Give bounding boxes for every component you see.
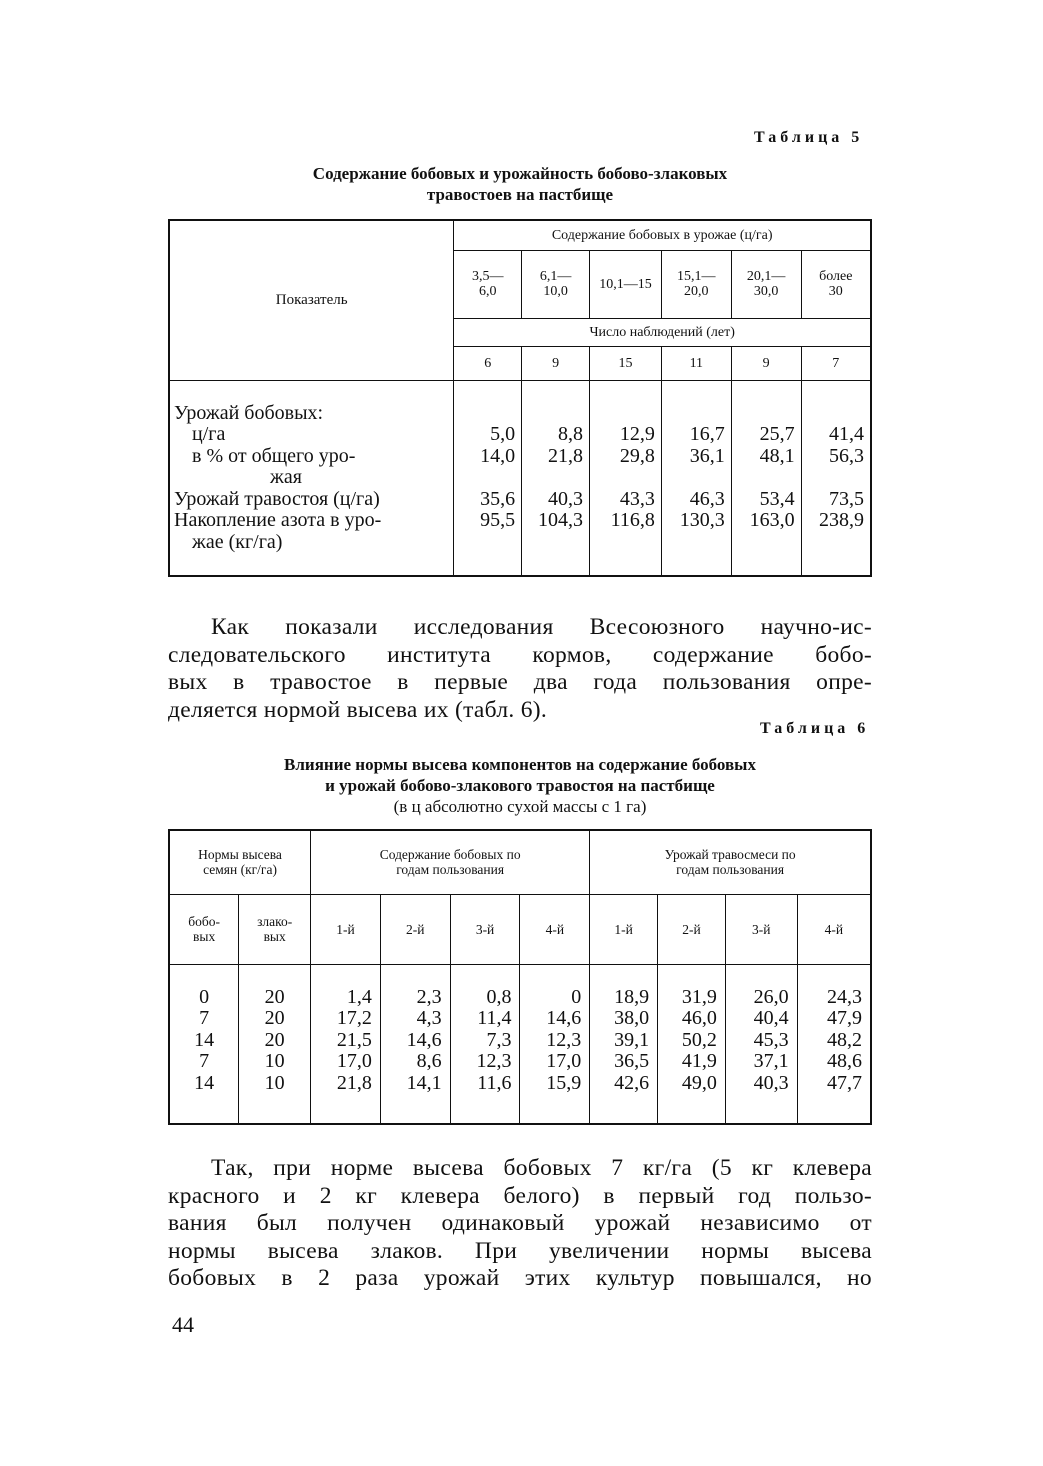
table6-caption-line1: Влияние нормы высева компонентов на содержание бобовых [284, 755, 756, 774]
content-year4-column: 0 14,6 12,3 17,0 15,9 [520, 964, 590, 1124]
legume-content-header: Содержание бобовых по годам пользования [311, 830, 590, 894]
table5-caption-line2: травостоев на пастбище [426, 185, 614, 204]
yield-year2-column: 31,9 46,0 50,2 41,9 49,0 [658, 964, 726, 1124]
table6-label: Таблица 6 [760, 720, 870, 737]
range-header: 6,1— 10,0 [522, 250, 590, 318]
page-number: 44 [172, 1312, 194, 1337]
grasses-column: 20 20 20 10 10 [239, 964, 311, 1124]
table5 [168, 219, 872, 577]
yield-year4-column: 24,3 47,9 48,2 48,6 47,7 [797, 964, 871, 1124]
year-header: 2-й [380, 894, 450, 964]
table6-caption-line2: и урожай бобово-злакового травостоя на пастбище [325, 776, 715, 795]
grasses-header: злако- вых [239, 894, 311, 964]
year-header: 4-й [797, 894, 871, 964]
content-year2-column: 2,3 4,3 14,6 8,6 14,1 [380, 964, 450, 1124]
range-header: 15,1— 20,0 [661, 250, 731, 318]
legumes-column: 0 7 14 7 14 [169, 964, 239, 1124]
mixture-yield-header: Урожай травосмеси по годам пользования [590, 830, 871, 894]
seeding-rates-header: Нормы высева семян (кг/га) [169, 830, 311, 894]
obs-count: 9 [522, 346, 590, 380]
year-header: 1-й [590, 894, 658, 964]
obs-count: 15 [590, 346, 662, 380]
content-year1-column: 1,4 17,2 21,5 17,0 21,8 [311, 964, 381, 1124]
obs-count: 7 [801, 346, 871, 380]
year-header: 4-й [520, 894, 590, 964]
paragraph-2: Так, при норме высева бобовых 7 кг/га (5 кг клевера красного и 2 кг клевера белого) в первый год пользо- вания был получен одинаковый урожай независимо от нормы высева злаков. При увеличении нормы высева бобовых в 2 раза урожай этих культур повышался, но [168, 1155, 872, 1291]
table5-caption [168, 163, 872, 205]
table5-caption-line1: Содержание бобовых и урожайность бобово-злаковых [312, 164, 728, 183]
year-header: 1-й [311, 894, 381, 964]
range-header: 20,1— 30,0 [731, 250, 801, 318]
obs-count: 9 [731, 346, 801, 380]
table6-caption [168, 754, 872, 817]
yield-year1-column: 18,9 38,0 39,1 36,5 42,6 [590, 964, 658, 1124]
data-column: 25,7 48,1 53,4 163,0 [731, 380, 801, 576]
paragraph-1: Как показали исследования Всесоюзного научно-ис- следовательского института кормов, содержание бобо- вых в травостое в первые два года пользования опре- деляется нормой высева их (табл. 6). [168, 614, 872, 723]
year-header: 3-й [450, 894, 520, 964]
row-labels: Урожай бобовых: ц/га в % от общего уро- жая Урожай травостоя (ц/га) Накопление азота в уро- жае (кг/га) [169, 380, 454, 576]
obs-count: 6 [454, 346, 522, 380]
range-header: 10,1—15 [590, 250, 662, 318]
table6 [168, 829, 872, 1125]
data-column: 41,4 56,3 73,5 238,9 [801, 380, 871, 576]
data-column: 16,7 36,1 46,3 130,3 [661, 380, 731, 576]
range-header: 3,5— 6,0 [454, 250, 522, 318]
range-header: более 30 [801, 250, 871, 318]
legumes-header: бобо- вых [169, 894, 239, 964]
indicator-header: Показатель [169, 220, 454, 380]
data-column: 8,8 21,8 40,3 104,3 [522, 380, 590, 576]
observations-header: Число наблюдений (лет) [454, 318, 871, 346]
content-year3-column: 0,8 11,4 7,3 12,3 11,6 [450, 964, 520, 1124]
data-column: 12,9 29,8 43,3 116,8 [590, 380, 662, 576]
year-header: 3-й [725, 894, 797, 964]
obs-count: 11 [661, 346, 731, 380]
legume-content-header: Содержание бобовых в урожае (ц/га) [454, 220, 871, 250]
year-header: 2-й [658, 894, 726, 964]
yield-year3-column: 26,0 40,4 45,3 37,1 40,3 [725, 964, 797, 1124]
table6-caption-line3: (в ц абсолютно сухой массы с 1 га) [393, 797, 647, 816]
table5-label: Таблица 5 [754, 129, 864, 146]
data-column: 5,0 14,0 35,6 95,5 [454, 380, 522, 576]
